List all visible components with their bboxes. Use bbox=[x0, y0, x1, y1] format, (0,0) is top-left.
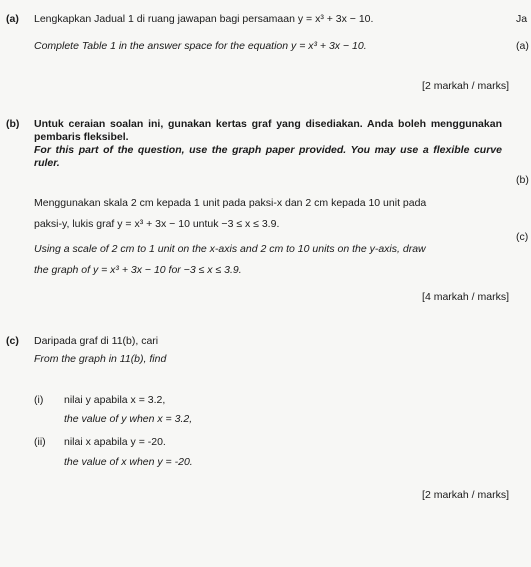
part-b-malay-instruction: Untuk ceraian soalan ini, gunakan kertas graf yang disediakan. Anda boleh menggunakan pembaris fleksibel. bbox=[34, 118, 502, 143]
part-c-item-i-label: (i) bbox=[34, 394, 44, 406]
part-a-english-text: Complete Table 1 in the answer space for the equation y = x³ + 3x − 10. bbox=[34, 40, 367, 52]
part-b-english-line-1: Using a scale of 2 cm to 1 unit on the x-axis and 2 cm to 10 units on the y-axis, draw bbox=[34, 243, 426, 255]
part-b-label: (b) bbox=[6, 118, 20, 130]
part-b-english-line-2: the graph of y = x³ + 3x − 10 for −3 ≤ x ≤ 3.9. bbox=[34, 264, 242, 276]
part-c-malay-text: Daripada graf di 11(b), cari bbox=[34, 335, 159, 347]
margin-top-text: Ja bbox=[516, 13, 528, 25]
part-c-marks: [2 markah / marks] bbox=[422, 489, 509, 501]
part-b-marks: [4 markah / marks] bbox=[422, 291, 509, 303]
margin-c-label: (c) bbox=[516, 231, 529, 243]
part-c-item-i-malay: nilai y apabila x = 3.2, bbox=[64, 394, 166, 406]
part-c-item-ii-label: (ii) bbox=[34, 436, 46, 448]
part-b-malay-line-2: paksi-y, lukis graf y = x³ + 3x − 10 untuk −3 ≤ x ≤ 3.9. bbox=[34, 218, 280, 230]
part-a-label: (a) bbox=[6, 13, 19, 25]
part-a-malay-text: Lengkapkan Jadual 1 di ruang jawapan bagi persamaan y = x³ + 3x − 10. bbox=[34, 13, 374, 25]
part-b-malay-line-1: Menggunakan skala 2 cm kepada 1 unit pada paksi-x dan 2 cm kepada 10 unit pada bbox=[34, 197, 427, 209]
margin-b-label: (b) bbox=[516, 174, 529, 186]
part-c-label: (c) bbox=[6, 335, 19, 347]
part-c-item-ii-malay: nilai x apabila y = -20. bbox=[64, 436, 166, 448]
part-a-marks: [2 markah / marks] bbox=[422, 80, 509, 92]
margin-a-label: (a) bbox=[516, 40, 529, 52]
part-c-item-ii-english: the value of x when y = -20. bbox=[64, 456, 193, 468]
part-c-item-i-english: the value of y when x = 3.2, bbox=[64, 413, 193, 425]
part-b-english-instruction: For this part of the question, use the graph paper provided. You may use a flexible curve ruler. bbox=[34, 144, 502, 169]
part-c-english-text: From the graph in 11(b), find bbox=[34, 353, 167, 365]
